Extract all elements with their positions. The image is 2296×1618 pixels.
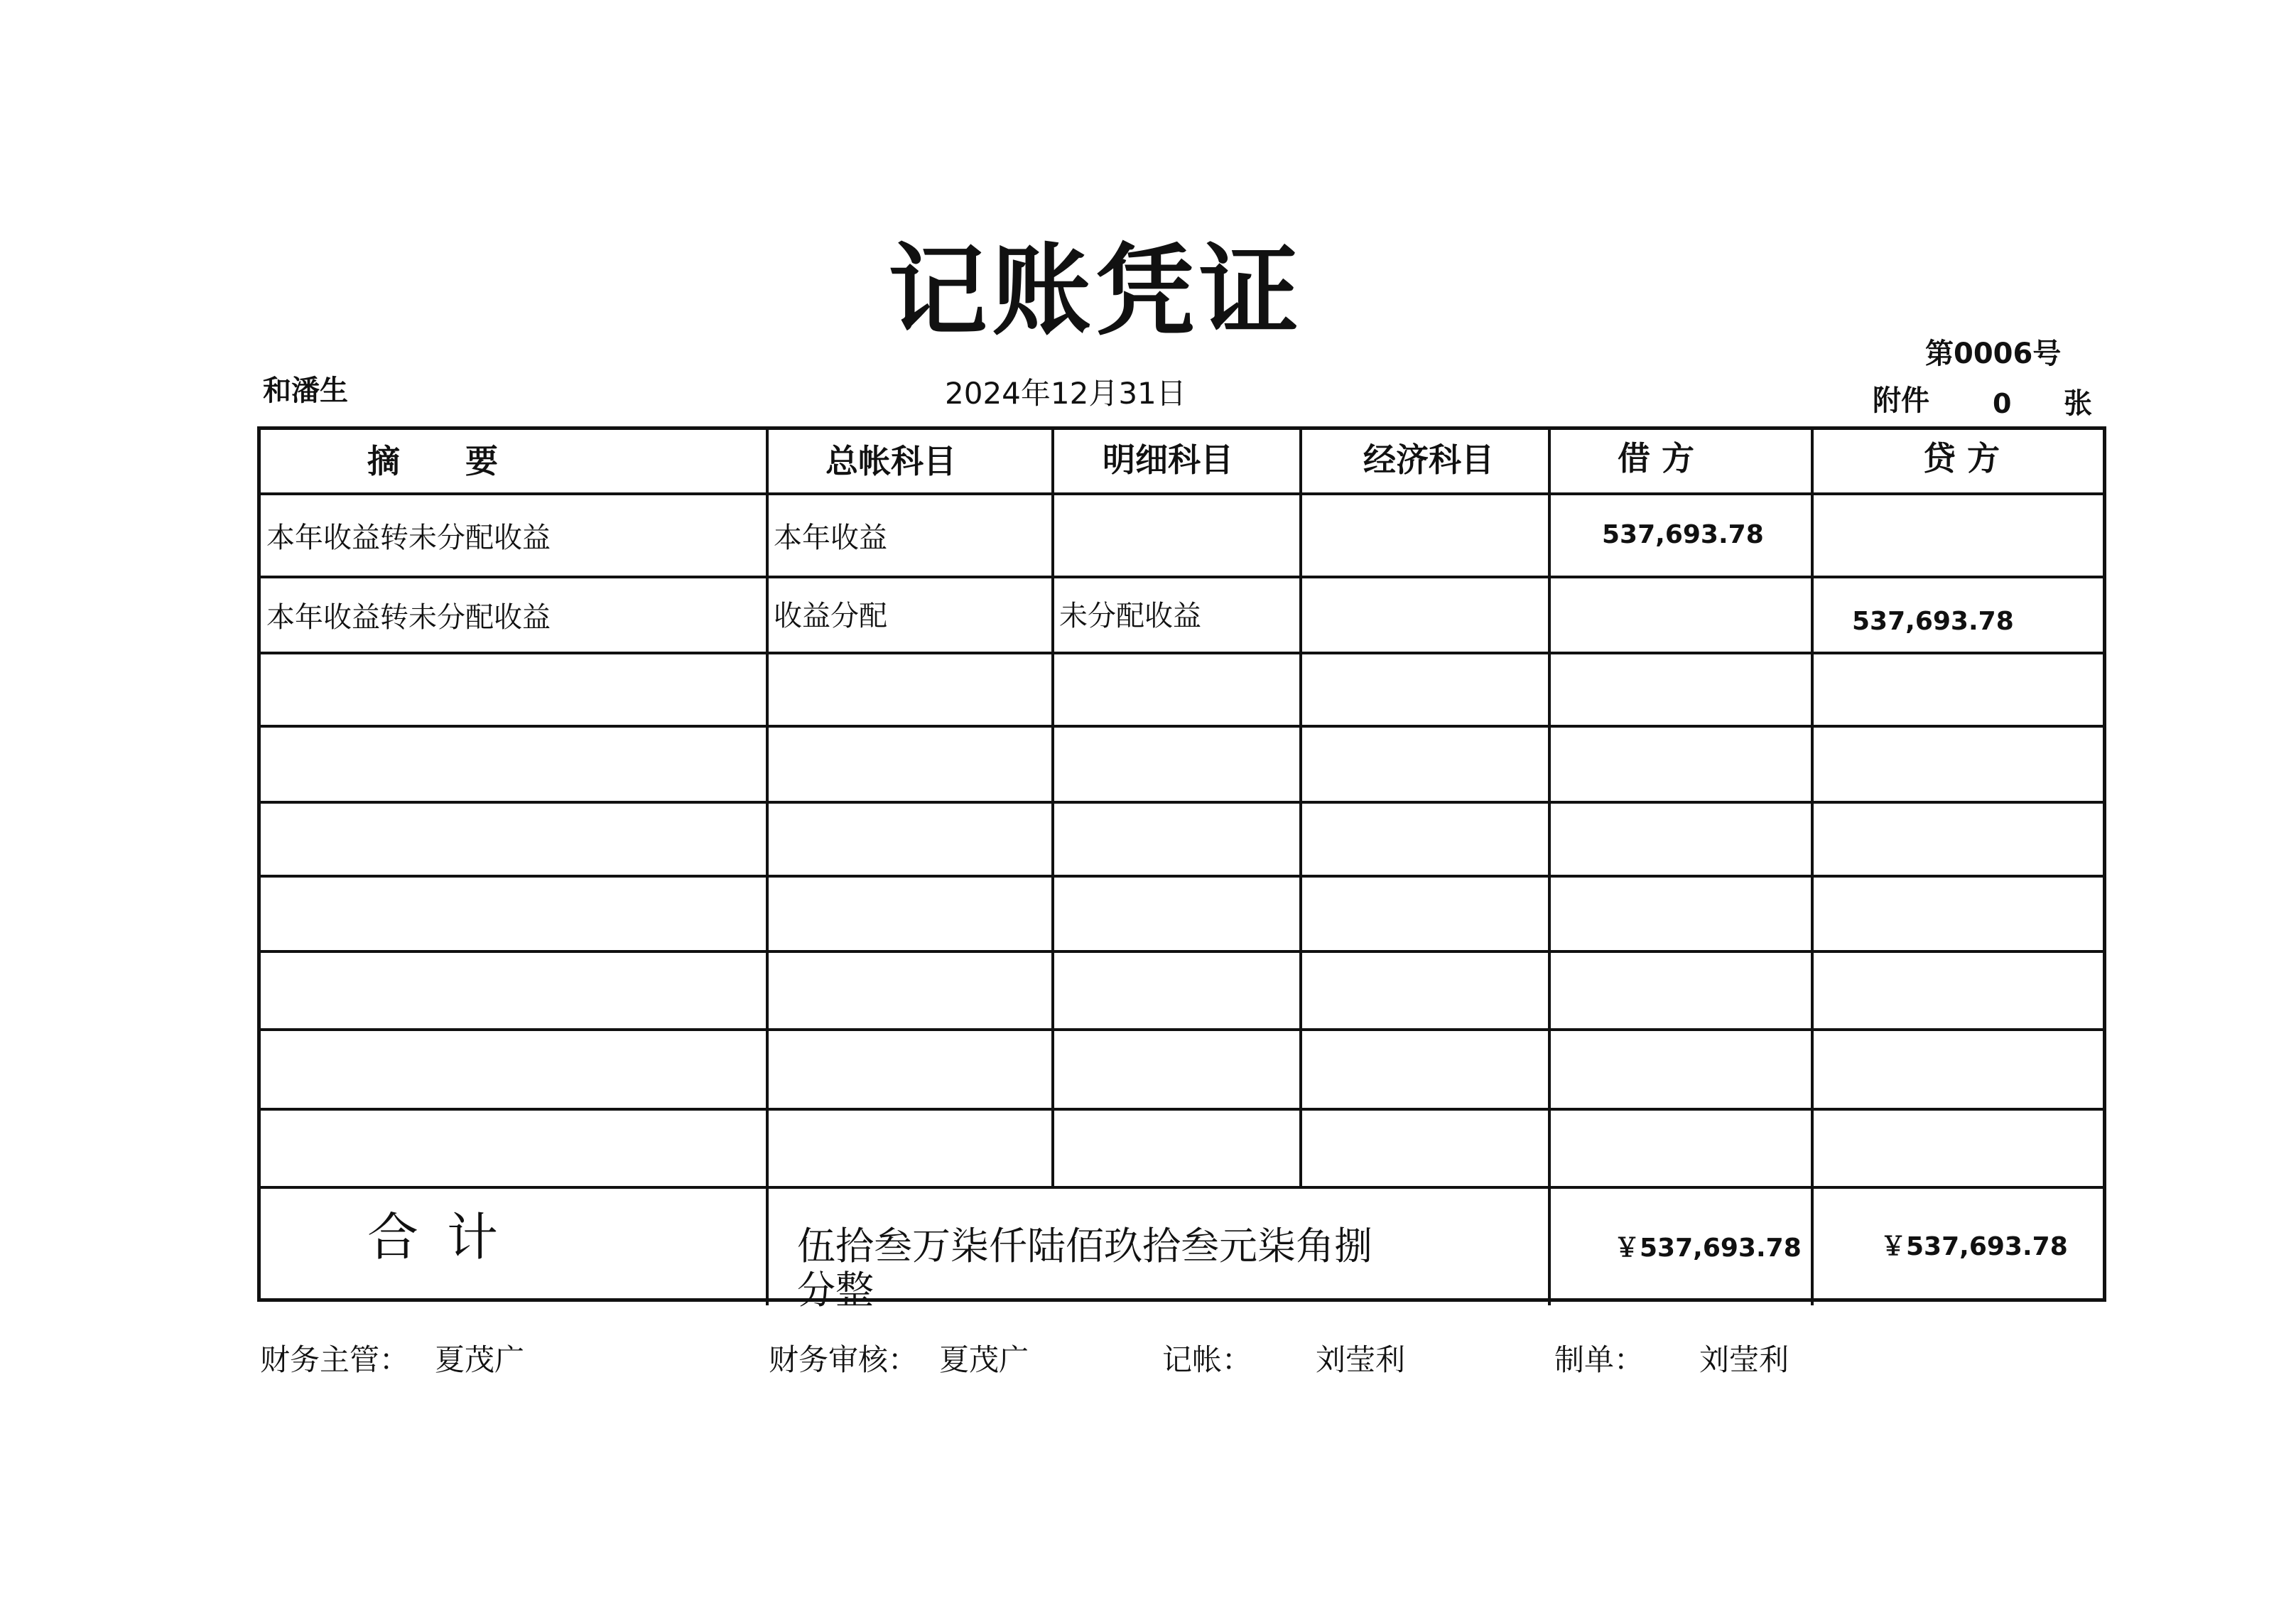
row-debit-amount: 537,693.78 — [1602, 520, 1764, 549]
row-detail-account: 未分配收益 — [1059, 600, 1201, 632]
column-header-summary: 摘 要 — [367, 442, 498, 480]
voucher-table — [257, 426, 2106, 1312]
table-rule — [261, 576, 2103, 578]
preparer-name: 刘莹利 — [1699, 1342, 1789, 1377]
table-rule — [261, 801, 2103, 804]
table-rule — [1051, 430, 1054, 1186]
total-label: 合计 — [367, 1207, 527, 1267]
column-header-detail-account: 明细科目 — [1103, 441, 1233, 479]
table-rule — [261, 950, 2103, 953]
row-general-account: 收益分配 — [774, 600, 887, 632]
voucher-date: 2024年12月31日 — [945, 376, 1186, 411]
column-header-debit: 借 方 — [1618, 439, 1695, 478]
row-summary: 本年收益转未分配收益 — [266, 522, 551, 554]
table-rule — [1299, 430, 1302, 1186]
attachments-unit: 张 — [2064, 387, 2092, 420]
voucher-title: 记账凭证 — [888, 233, 1304, 350]
row-summary: 本年收益转未分配收益 — [266, 601, 551, 634]
auditor-label: 财务审核： — [769, 1342, 919, 1377]
row-general-account: 本年收益 — [774, 522, 887, 554]
table-rule — [1548, 430, 1551, 1305]
table-rule — [261, 1108, 2103, 1111]
table-rule — [261, 875, 2103, 878]
total-debit-amount: ￥537,693.78 — [1614, 1234, 1802, 1263]
total-credit-amount: ￥537,693.78 — [1880, 1232, 2068, 1261]
bookkeeper-label: 记帐： — [1162, 1342, 1252, 1377]
company-name: 和潘生 — [263, 374, 348, 407]
auditor-name: 夏茂广 — [939, 1342, 1029, 1377]
voucher-number: 第0006号 — [1925, 338, 2062, 370]
table-rule — [766, 430, 769, 1305]
finance-manager-label: 财务主管： — [260, 1342, 410, 1377]
row-credit-amount: 537,693.78 — [1852, 607, 2014, 636]
table-rule — [1811, 430, 1814, 1305]
finance-manager-name: 夏茂广 — [435, 1342, 525, 1377]
attachments-label: 附件 — [1873, 384, 1929, 417]
table-rule — [261, 725, 2103, 728]
table-rule — [261, 1186, 2103, 1189]
attachments-count: 0 — [1993, 388, 2012, 419]
table-rule — [261, 492, 2103, 495]
table-rule — [261, 1028, 2103, 1031]
total-amount-in-words: 伍拾叁万柒仟陆佰玖拾叁元柒角捌分整 — [797, 1224, 1372, 1312]
bookkeeper-name: 刘莹利 — [1316, 1342, 1406, 1377]
column-header-credit: 贷 方 — [1923, 439, 2000, 478]
column-header-economic-account: 经济科目 — [1363, 441, 1494, 479]
preparer-label: 制单： — [1554, 1342, 1645, 1377]
table-rule — [261, 652, 2103, 654]
column-header-general-account: 总帐科目 — [825, 442, 956, 480]
